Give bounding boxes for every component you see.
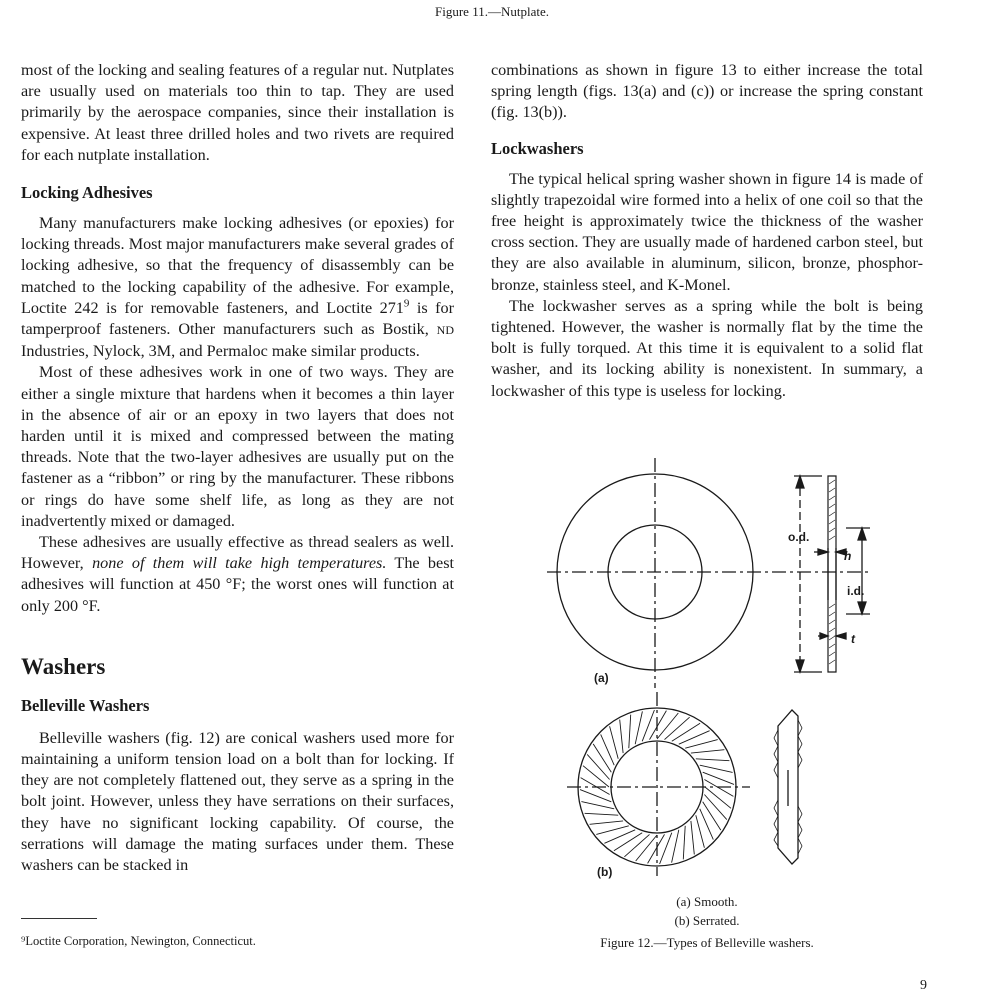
serration-line <box>604 830 635 844</box>
serration-line <box>642 710 654 741</box>
serration-line <box>581 802 614 809</box>
page-number: 9 <box>920 978 927 993</box>
serration-line <box>610 726 619 759</box>
serration-line <box>601 734 615 765</box>
footnote-rule <box>21 918 97 919</box>
heading-belleville-washers: Belleville Washers <box>21 695 150 715</box>
serration-line <box>679 731 710 745</box>
h-label: h <box>844 549 852 563</box>
serration-line <box>657 713 678 739</box>
paragraph: The typical helical spring washer shown in figure 14 is made of slightly trapezoidal wire formed into a helix of one coil so that the free height is approximately twice the thickness of the washer cross section. They are usually made of hardened carbon steel, but they are also available in aluminum, silicon, bronze, phosphor-bronze, stainless steel, and K-Monel. <box>491 169 923 294</box>
t-arrow-right <box>836 633 846 639</box>
figure-12-title: Figure 12.—Types of Belleville washers. <box>600 935 814 950</box>
serration-line <box>705 787 731 808</box>
paragraph: Many manufacturers make locking adhesives (or epoxies) for locking threads. Most major manufacturers make several grades of locking adhesive, so that the frequency of disassembly can be matched to the locking capability of the adhesive. For example, Loctite 242 is for removable fasteners, and Loctite $271^9$ is for tamperproof fasteners. Other manufacturers such as Bostik, ND Industries, Nylock, 3M, and Permaloc make similar products. <box>21 214 455 361</box>
figure-12-drawing <box>540 452 870 892</box>
serration-line <box>691 821 694 855</box>
serration-line <box>590 821 624 824</box>
paragraph: These adhesives are usually effective as thread sealers as well. However, none of them will take high temperatures. The best adhesives will function at 450 °F; the worst ones will function at only 200 °F. <box>21 533 454 615</box>
t-label: t <box>851 632 855 646</box>
serration-line <box>696 815 705 848</box>
od-arrow-top <box>796 476 804 488</box>
serration-line <box>696 759 730 761</box>
paragraph: most of the locking and sealing features of a regular nut. Nutplates are usually used on materials too thin to tap. They are used primarily by the aerospace companies, since their installation is expensive. At least three drilled holes and two rivets are required for each nutplate installation. <box>21 61 454 164</box>
id-arrow-bottom <box>858 602 866 614</box>
serration-line <box>629 715 631 749</box>
heading-lockwashers: Lockwashers <box>491 138 584 158</box>
serration-line <box>703 802 721 830</box>
serration-line <box>672 723 700 741</box>
right-column <box>491 60 923 402</box>
serration-line <box>585 813 619 815</box>
footnote-marker: 9 <box>403 297 410 310</box>
figure-12-caption-b: (b) Serrated. <box>674 913 740 928</box>
od-arrow-bottom <box>796 660 804 672</box>
figure-label-b: (b) <box>597 865 613 879</box>
heading-locking-adhesives: Locking Adhesives <box>21 183 153 203</box>
figure-11-caption: Figure 11.—Nutplate. <box>435 4 549 19</box>
t-arrow-left <box>820 633 828 639</box>
paragraph: Belleville washers (fig. 12) are conical washers used more for maintaining a uniform tension load on a bolt than for locking. If they are not completely flattened out, they serve as a spring in the bolt joint. However, unless they have serrations on their surfaces, they have no significant locking capability. Of course, the serrations will damage the mating surfaces under them. These washers can be stacked in <box>21 728 454 875</box>
serration-line <box>685 740 718 749</box>
serration-line <box>700 765 733 772</box>
serration-line <box>620 720 623 754</box>
serration-line <box>635 711 642 744</box>
serration-line <box>672 830 679 863</box>
serration-line <box>593 744 611 772</box>
serration-line <box>636 835 657 861</box>
paragraph: combinations as shown in figure 13 to either increase the total spring length (figs. 13(a) and (c)) or increase the spring constant (fig. 13(b)). <box>491 61 923 122</box>
figure-12-caption-a: (a) Smooth. <box>676 894 738 909</box>
od-label: o.d. <box>788 530 810 544</box>
serration-line <box>683 826 685 860</box>
paragraph: Most of these adhesives work in one of two ways. They are either a single mixture that hardens when it becomes a thin layer in the absence of air or an epoxy in two layers that does not harden until it is mixed and compressed between the mating threads. Note that the two-layer adhesives are usually put on the fastener as a “ribbon” or ring by the manufacturer. These ribbons or rings do have some shelf life, as long as they are not inadvertently mixed or damaged. <box>21 363 454 530</box>
serration-line <box>587 754 609 779</box>
serration-line <box>624 834 649 856</box>
left-column <box>21 60 454 876</box>
serration-line <box>700 809 714 840</box>
serration-line <box>665 717 690 739</box>
h-arrow-left <box>818 549 828 555</box>
serration-line <box>660 833 672 864</box>
serration-line <box>580 790 611 802</box>
heading-washers: Washers <box>21 653 106 679</box>
paragraph: The lockwasher serves as a spring while the bolt is being tightened. However, the washer is normally flat by the time the bolt is fully torqued. At this time it is equivalent to a solid flat washer, and its locking ability is nonexistent. In summary, a lockwasher of this type is useless for locking. <box>491 296 923 400</box>
serration-line <box>596 826 629 835</box>
figure-label-a: (a) <box>594 671 609 685</box>
serration-line <box>614 833 642 851</box>
id-arrow-top <box>858 528 866 540</box>
serration-line <box>703 772 734 784</box>
id-label: i.d. <box>847 584 865 598</box>
footnote: ⁹Loctite Corporation, Newington, Connecticut. <box>21 934 256 948</box>
washer-a-side-profile <box>828 476 836 672</box>
serration-line <box>691 750 725 753</box>
serration-line <box>704 795 726 820</box>
serration-line <box>583 766 609 787</box>
